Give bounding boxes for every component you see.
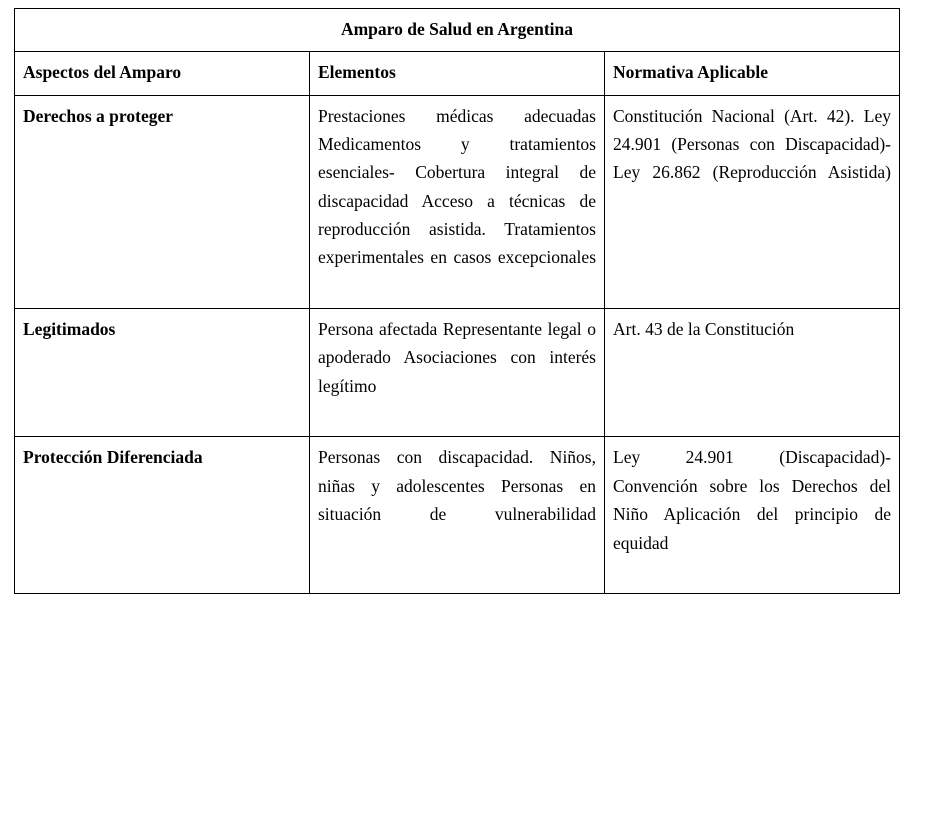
row-elementos-proteccion-diferenciada: Personas con discapacidad. Niños, niñas y adolescentes Personas en situación de vulnerabilidad — [310, 437, 605, 594]
table-row — [15, 309, 900, 437]
amparo-table — [14, 8, 900, 594]
column-header-elementos: Elementos — [310, 52, 605, 95]
row-label-derechos-a-proteger: Derechos a proteger — [15, 95, 310, 308]
row-label-proteccion-diferenciada: Protección Diferenciada — [15, 437, 310, 594]
table-header-row — [15, 52, 900, 95]
row-label-legitimados: Legitimados — [15, 309, 310, 437]
row-normativa-legitimados: Art. 43 de la Constitución — [605, 309, 900, 437]
row-normativa-proteccion-diferenciada: Ley 24.901 (Discapacidad)- Convención sobre los Derechos del Niño Aplicación del principio de equidad — [605, 437, 900, 594]
column-header-normativa: Normativa Aplicable — [605, 52, 900, 95]
row-normativa-derechos-a-proteger: Constitución Nacional (Art. 42). Ley 24.901 (Personas con Discapacidad)- Ley 26.862 (Reproducción Asistida) — [605, 95, 900, 308]
table-title-row — [15, 9, 900, 52]
table-row — [15, 437, 900, 594]
column-header-aspectos: Aspectos del Amparo — [15, 52, 310, 95]
page-title: Amparo de Salud en Argentina — [15, 9, 900, 52]
table-row — [15, 95, 900, 308]
row-elementos-legitimados: Persona afectada Representante legal o apoderado Asociaciones con interés legítimo — [310, 309, 605, 437]
row-elementos-derechos-a-proteger: Prestaciones médicas adecuadas Medicamentos y tratamientos esenciales- Cobertura integral de discapacidad Acceso a técnicas de reproducción asistida. Tratamientos experimentales en casos excepcionales — [310, 95, 605, 308]
